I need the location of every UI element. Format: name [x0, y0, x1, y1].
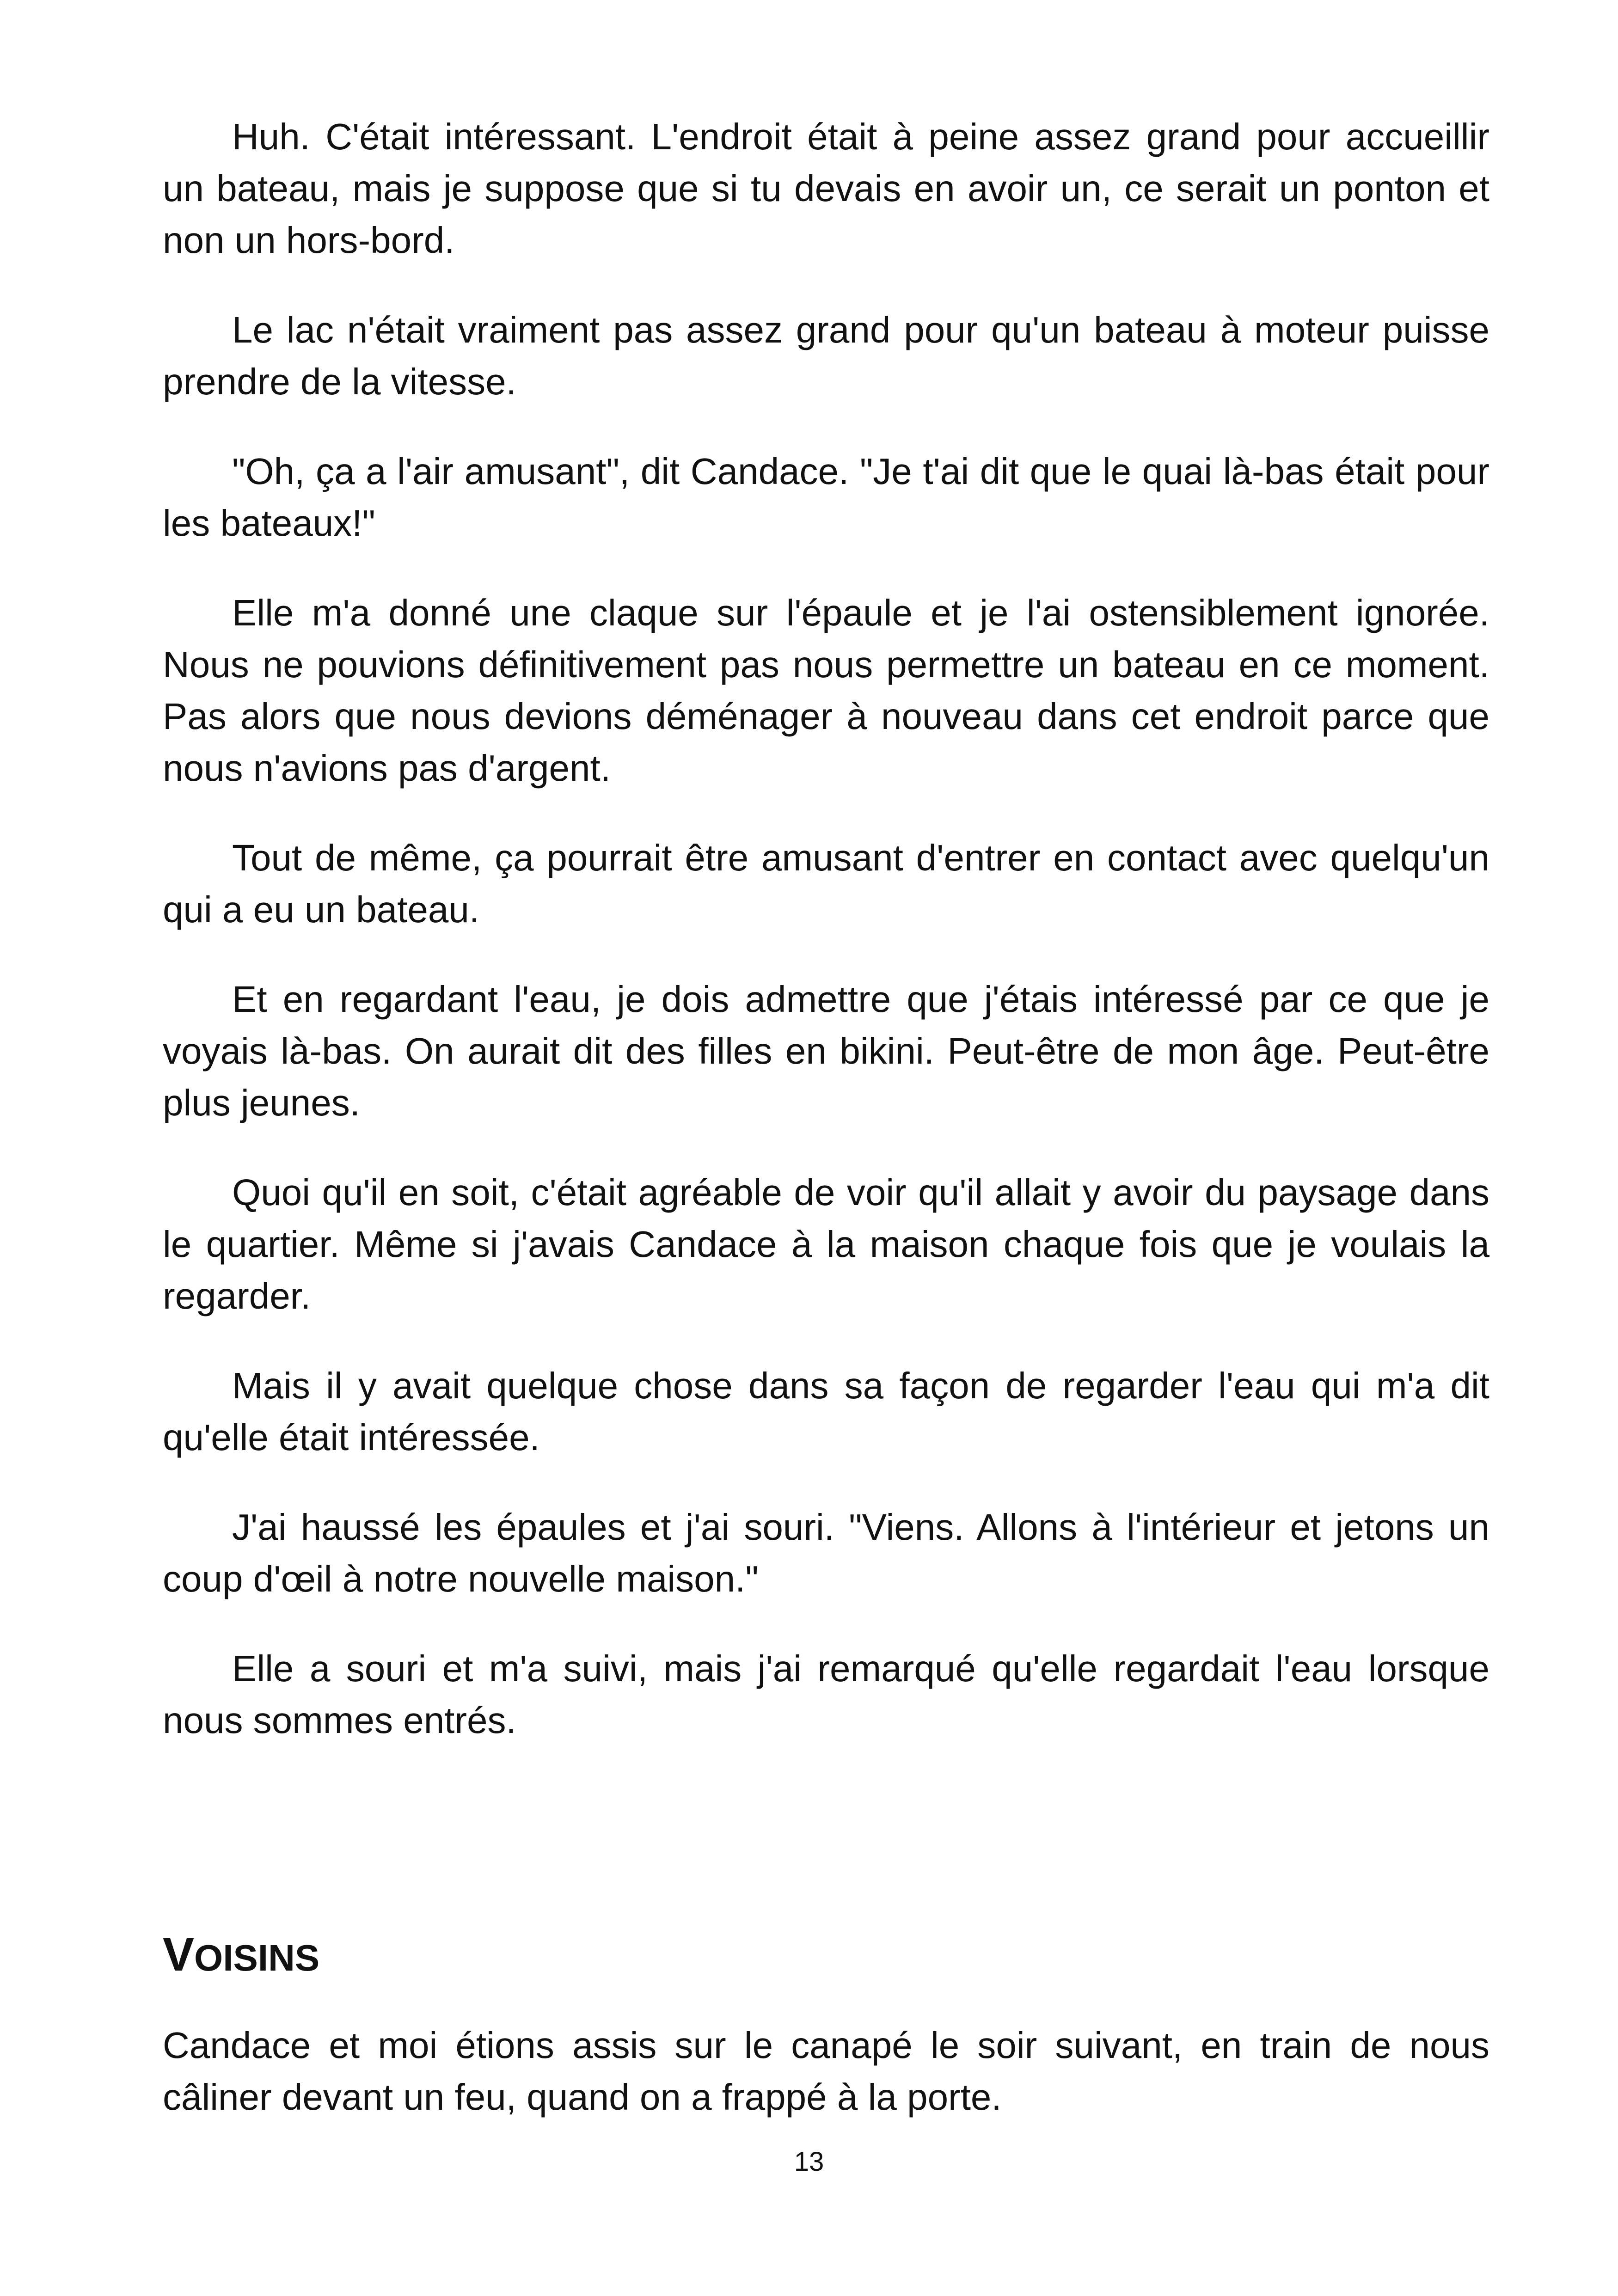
paragraph: J'ai haussé les épaules et j'ai souri. "Viens. Allons à l'intérieur et jetons un coup d'œil à notre nouvelle maison.": [163, 1506, 1489, 1599]
chapter-title: [163, 1924, 1489, 1988]
paragraph: Huh. C'était intéressant. L'endroit était à peine assez grand pour accueillir un bateau, mais je suppose que si tu devais en avoir un, ce serait un ponton et non un hors-bord.: [163, 116, 1489, 261]
paragraph: "Oh, ça a l'air amusant", dit Candace. "Je t'ai dit que le quai là-bas était pour les bateaux!": [163, 451, 1489, 544]
chapter-opening-paragraph: Candace et moi étions assis sur le canapé le soir suivant, en train de nous câliner devant un feu, quand on a frappé à la porte.: [163, 2025, 1489, 2118]
paragraph: Mais il y avait quelque chose dans sa façon de regarder l'eau qui m'a dit qu'elle était intéressée.: [163, 1365, 1489, 1458]
page-body: [163, 111, 1489, 2161]
page-number: 13: [794, 2147, 824, 2177]
paragraph: Le lac n'était vraiment pas assez grand pour qu'un bateau à moteur puisse prendre de la vitesse.: [163, 309, 1489, 402]
paragraph: Et en regardant l'eau, je dois admettre que j'étais intéressé par ce que je voyais là-bas. On aurait dit des filles en bikini. Peut-être de mon âge. Peut-être plus jeunes.: [163, 979, 1489, 1123]
paragraph: Elle m'a donné une claque sur l'épaule et je l'ai ostensiblement ignorée. Nous ne pouvions définitivement pas nous permettre un bateau en ce moment. Pas alors que nous devions déménager à nouveau dans cet endroit parce que nous n'avions pas d'argent.: [163, 592, 1489, 789]
paragraph: Elle a souri et m'a suivi, mais j'ai remarqué qu'elle regardait l'eau lorsque nous sommes entrés.: [163, 1648, 1489, 1741]
chapter-title-rest: OISINS: [194, 1937, 320, 1978]
paragraph: Quoi qu'il en soit, c'était agréable de voir qu'il allait y avoir du paysage dans le quartier. Même si j'avais Candace à la maison chaque fois que je voulais la regarder.: [163, 1172, 1489, 1316]
paragraph: Tout de même, ça pourrait être amusant d'entrer en contact avec quelqu'un qui a eu un bateau.: [163, 837, 1489, 930]
chapter-title-initial: V: [163, 1928, 195, 1981]
